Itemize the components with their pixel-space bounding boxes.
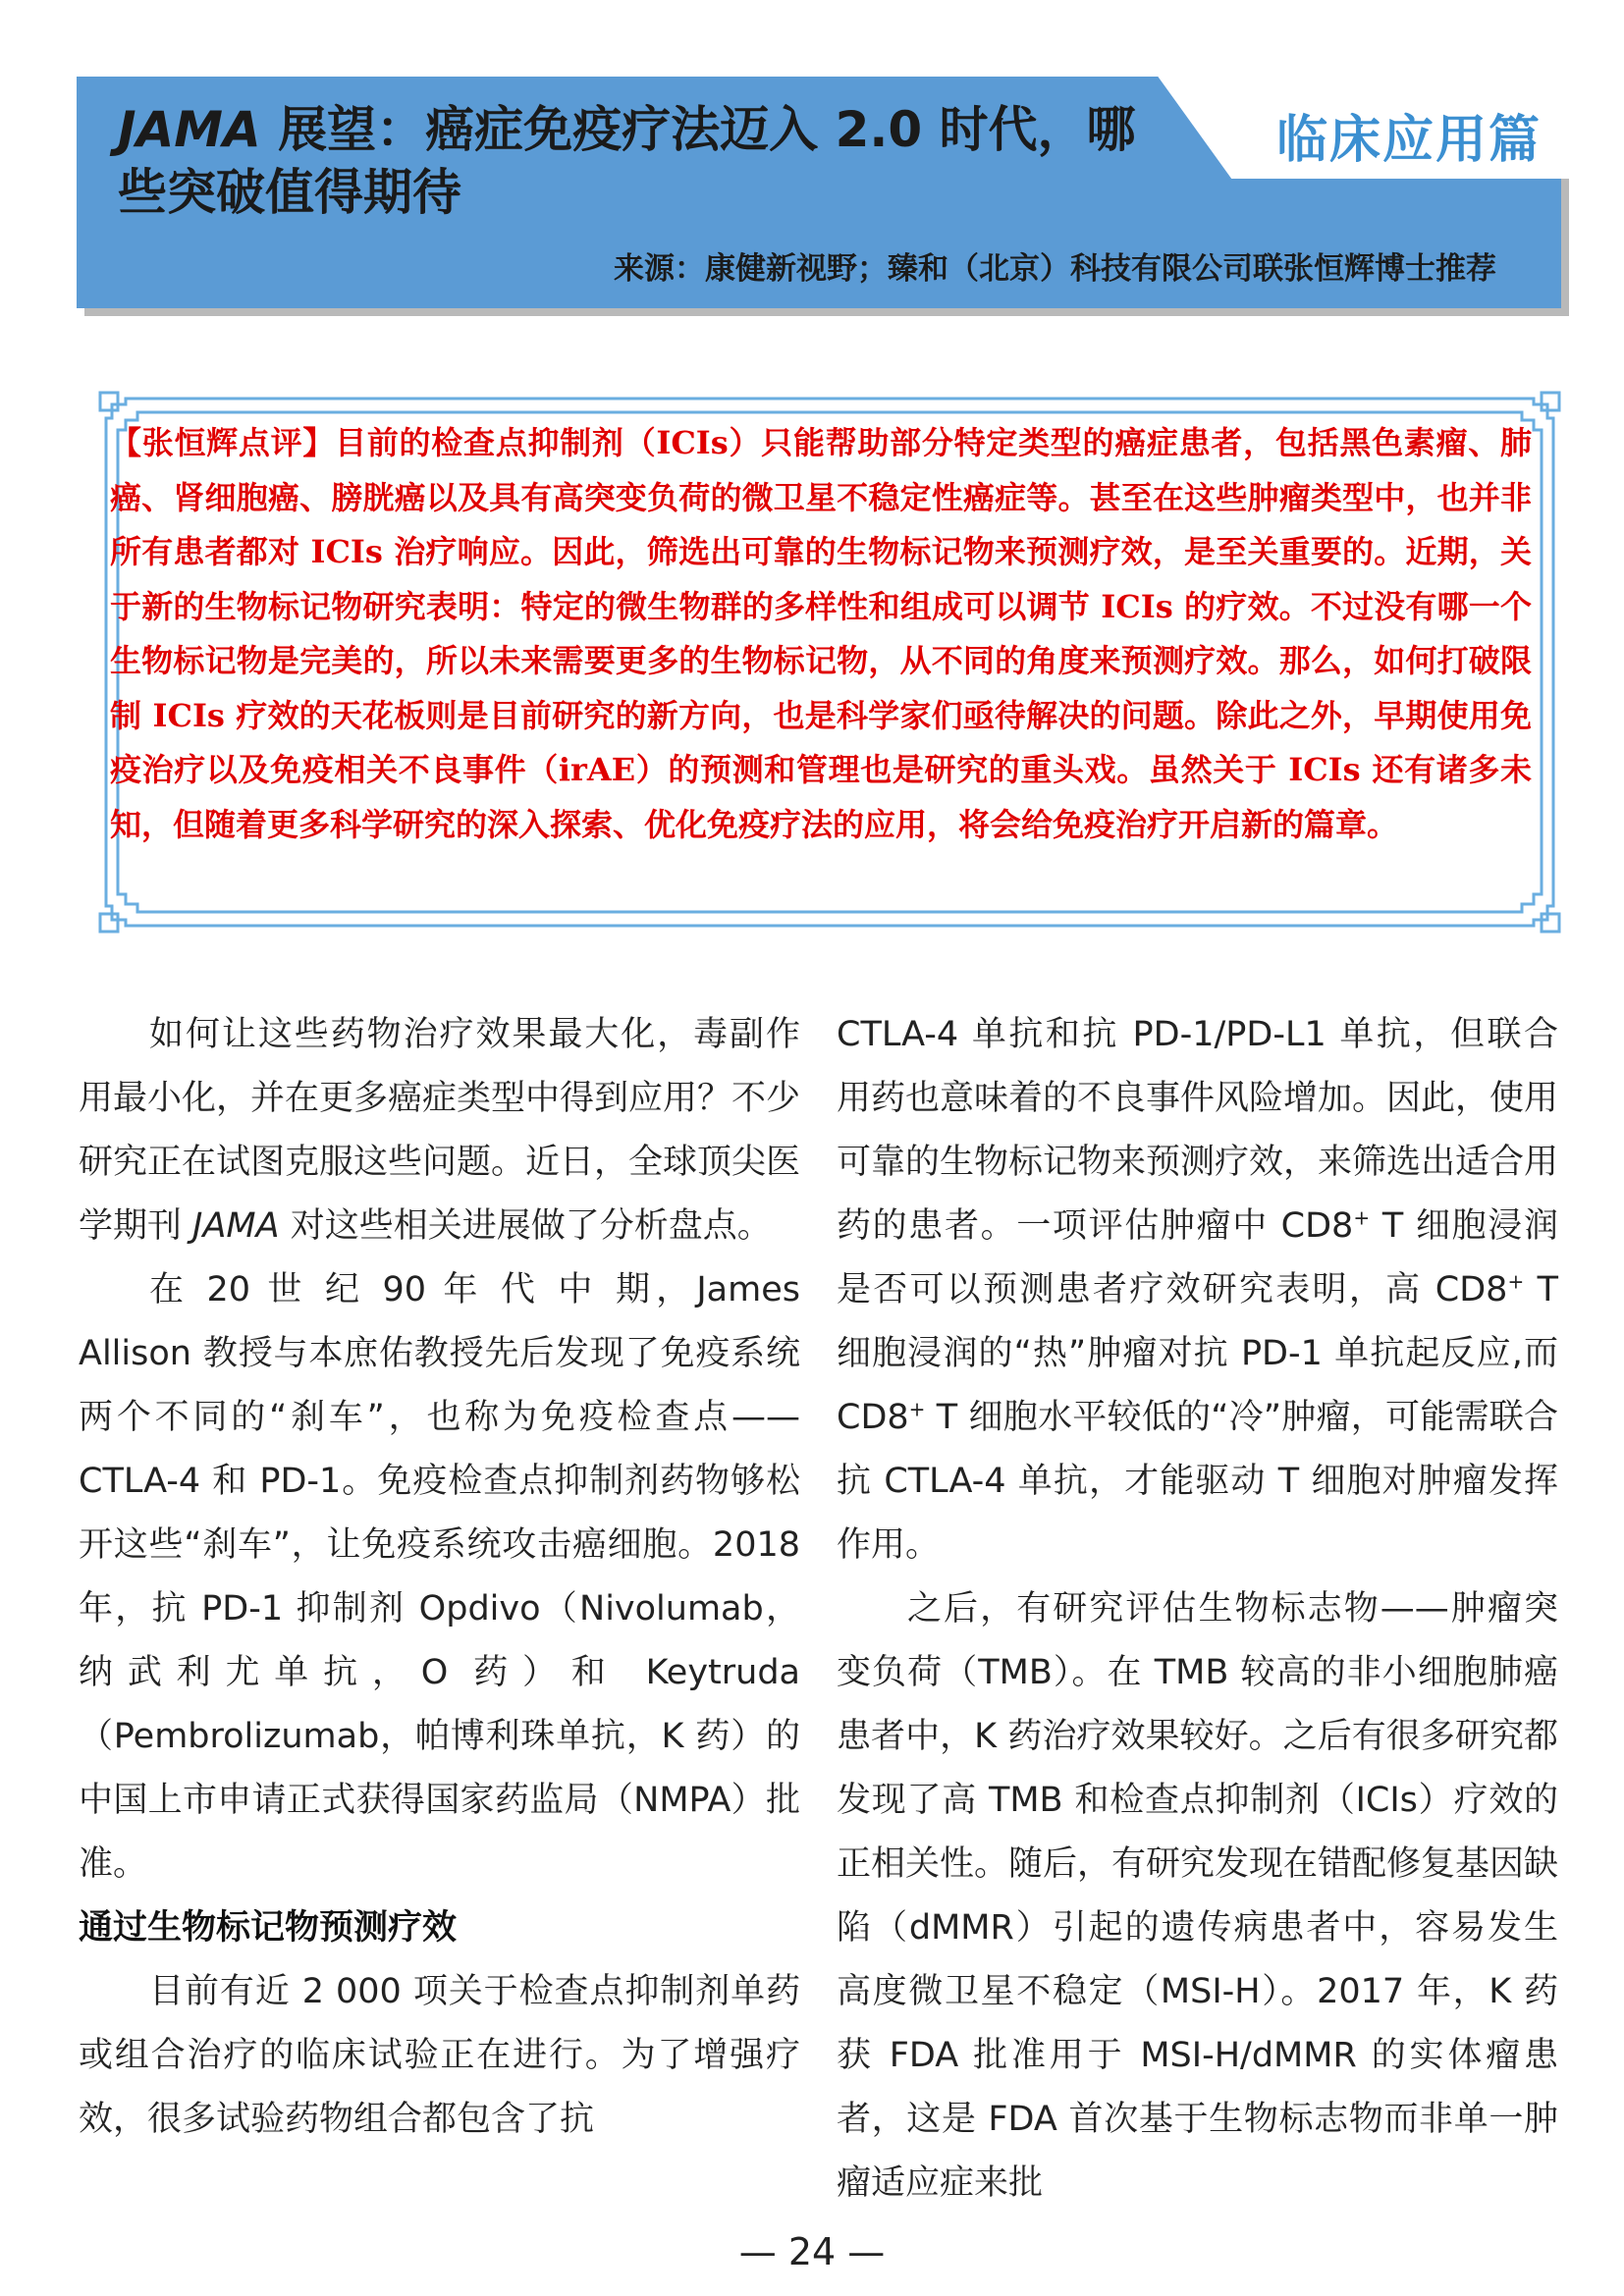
page-number: — 24 — <box>738 2230 886 2273</box>
right-paragraph-2: 之后，有研究评估生物标志物——肿瘤突变负荷（TMB）。在 TMB 较高的非小细胞肺癌患者中，K 药治疗效果较好。之后有很多研究都发现了高 TMB 和检查点抑制剂（ICIs）疗效的正相关性。随后，有研究发现在错配修复基因缺陷（dMMR）引起的遗传病患者中，容易发生高度微卫星不稳定（MSI-H）。2017 年，K 药获 FDA 批准用于 MSI-H/dMMR 的实体瘤患者，这是 FDA 首次基于生物标志物而非单一肿瘤适应症来批 <box>837 1589 1559 2203</box>
right-paragraph-1 <box>837 1003 1558 1577</box>
section-tag: 临床应用篇 <box>1276 111 1543 170</box>
comment-text: 目前的检查点抑制剂（ICIs）只能帮助部分特定类型的癌症患者，包括黑色素瘤、肺癌、肾细胞癌、膀胱癌以及具有高突变负荷的微卫星不稳定性癌症等。甚至在这些肿瘤类型中，也并非所有患者都对 ICIs 治疗响应。因此，筛选出可靠的生物标记物来预测疗效，是至关重要的。近期，关于新的生物标记物研究表明：特定的微生物群的多样性和组成可以调节 ICIs 的疗效。不过没有哪一个生物标记物是完美的，所以未来需要更多的生物标记物，从不同的角度来预测疗效。那么，如何打破限制 ICIs 疗效的天花板则是目前研究的新方向，也是科学家们亟待解决的问题。除此之外，早期使用免疫治疗以及免疫相关不良事件（irAE）的预测和管理也是研究的重头戏。虽然关于 ICIs 还有诸多未知，但随着更多科学研究的深入探索、优化免疫疗法的应用，将会给免疫治疗开启新的篇章。 <box>110 424 1532 843</box>
right-p1-part-b: T 细胞浸润是否可以预测患者疗效研究表明，高 CD8 <box>837 1206 1558 1309</box>
article-source: 来源：康健新视野；臻和（北京）科技有限公司联张恒辉博士推荐 <box>614 251 1496 287</box>
left-column <box>79 1003 800 2152</box>
right-p1-part-a: CTLA-4 单抗和抗 PD-1/PD-L1 单抗，但联合用药也意味着的不良事件风险增加。因此，使用可靠的生物标记物来预测疗效，来筛选出适合用药的患者。一项评估肿瘤中 CD8 <box>837 1015 1559 1246</box>
superscript-plus: + <box>1507 1269 1525 1294</box>
title-journal: JAMA <box>118 101 261 158</box>
superscript-plus: + <box>1353 1205 1371 1230</box>
article-title <box>118 98 1178 224</box>
left-p1-end: 对这些相关进展做了分析盘点。 <box>290 1206 772 1246</box>
right-p1-part-c: T 细胞浸润的“热”肿瘤对抗 PD-1 单抗起反应,而 CD8 <box>837 1270 1558 1437</box>
title-text: 展望：癌症免疫疗法迈入 2.0 时代，哪些突破值得期待 <box>118 101 1136 221</box>
left-paragraph-2: 在 20 世 纪 90 年 代 中 期，James Allison 教授与本庶佑教授先后发现了免疫系统两个不同的“刹车”，也称为免疫检查点——CTLA-4 和 PD-1。免疫检查点抑制剂药物够松开这些“刹车”，让免疫系统攻击癌细胞。2018 年，抗 PD-1 抑制剂 Opdivo（Nivolumab，纳武利尤单抗，O 药）和 Keytruda（Pembrolizumab，帕博利珠单抗，K 药）的中国上市申请正式获得国家药监局（NMPA）批准。 <box>79 1270 800 1884</box>
left-paragraph-1 <box>79 1003 800 1258</box>
superscript-plus: + <box>908 1397 926 1421</box>
right-p1-part-d: T 细胞水平较低的“冷”肿瘤，可能需联合抗 CTLA-4 单抗，才能驱动 T 细胞对肿瘤发挥作用。 <box>837 1398 1558 1565</box>
section-heading: 通过生物标记物预测疗效 <box>79 1908 458 1948</box>
right-column <box>837 1003 1558 2216</box>
left-paragraph-3: 目前有近 2 000 项关于检查点抑制剂单药或组合治疗的临床试验正在进行。为了增强疗效，很多试验药物组合都包含了抗 <box>79 1972 800 2139</box>
comment-label: 【张恒辉点评】 <box>110 424 336 461</box>
left-p1-text: 如何让这些药物治疗效果最大化，毒副作用最小化，并在更多癌症类型中得到应用？不少研究正在试图克服这些问题。近日，全球顶尖医学期刊 <box>79 1015 801 1246</box>
expert-comment <box>110 416 1532 852</box>
left-p1-journal: JAMA <box>192 1206 280 1246</box>
